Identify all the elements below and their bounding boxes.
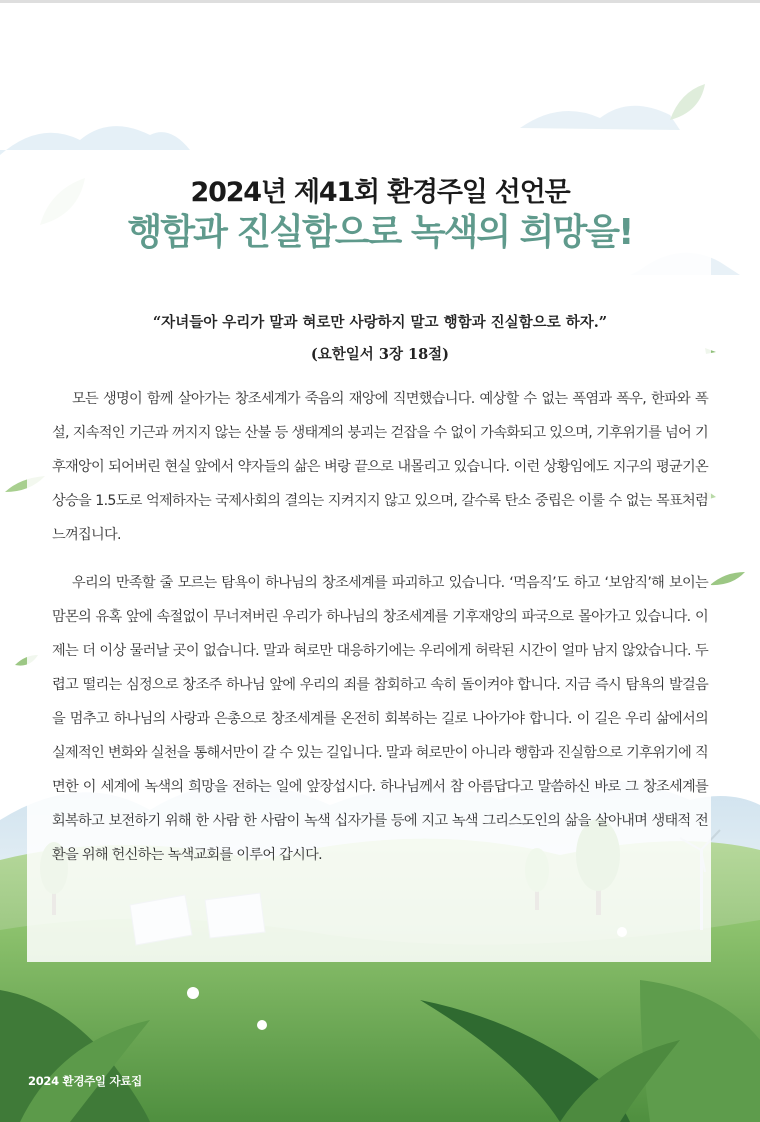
body-paragraph-1: 모든 생명이 함께 살아가는 창조세계가 죽음의 재앙에 직면했습니다. 예상할 수 없는 폭염과 폭우, 한파와 폭설, 지속적인 기근과 꺼지지 않는 산불 등 생태계의 붕괴는 걷잡을 수 없이 가속화되고 있으며, 기후위기를 넘어 기후재앙이 되어버린 현실 앞에서 약자들의 삶은 벼랑 끝으로 내몰리고 있습니다. 이런 상황임에도 지구의 평균기온 상승을 1.5도로 억제하자는 국제사회의 결의는 지켜지지 않고 있으며, 갈수록 탄소 중립은 이룰 수 없는 목표처럼 느껴집니다.	[52, 391, 708, 543]
scripture-quote: “자녀들아 우리가 말과 혀로만 사랑하지 말고 행함과 진실함으로 하자.”	[152, 314, 608, 331]
body-paragraph-2: 우리의 만족할 줄 모르는 탐욕이 하나님의 창조세계를 파괴하고 있습니다. ‘먹음직’도 하고 ‘보암직’해 보이는 맘몬의 유혹 앞에 속절없이 무너져버린 우리가 하나님의 창조세계를 기후재앙의 파국으로 몰아가고 있습니다. 이제는 더 이상 물러날 곳이 없습니다. 말과 혀로만 대응하기에는 우리에게 허락된 시간이 얼마 남지 않았습니다. 두렵고 떨리는 심정으로 창조주 하나님 앞에 우리의 죄를 참회하고 속히 돌이켜야 합니다. 지금 즉시 탐욕의 발걸음을 멈추고 하나님의 사랑과 은총으로 창조세계를 온전히 회복하는 길로 나아가야 합니다. 이 길은 우리 삶에서의 실제적인 변화와 실천을 통해서만이 갈 수 있는 길입니다. 말과 혀로만이 아니라 행함과 진실함으로 기후위기에 직면한 이 세계에 녹색의 희망을 전하는 일에 앞장섭시다. 하나님께서 참 아름답다고 말씀하신 바로 그 창조세계를 회복하고 보전하기 위해 한 사람 한 사람이 녹색 십자가를 등에 지고 녹색 그리스도인의 삶을 살아내며 생태적 전환을 위해 헌신하는 녹색교회를 이루어 갑시다.	[52, 575, 708, 863]
document-subtitle: 행함과 진실함으로 녹색의 희망을!	[127, 212, 633, 253]
publication-footer: 2024 환경주일 자료집	[28, 1074, 142, 1088]
scripture-reference: (요한일서 3장 18절)	[310, 346, 450, 363]
document-title: 2024년 제41회 환경주일 선언문	[190, 177, 570, 208]
